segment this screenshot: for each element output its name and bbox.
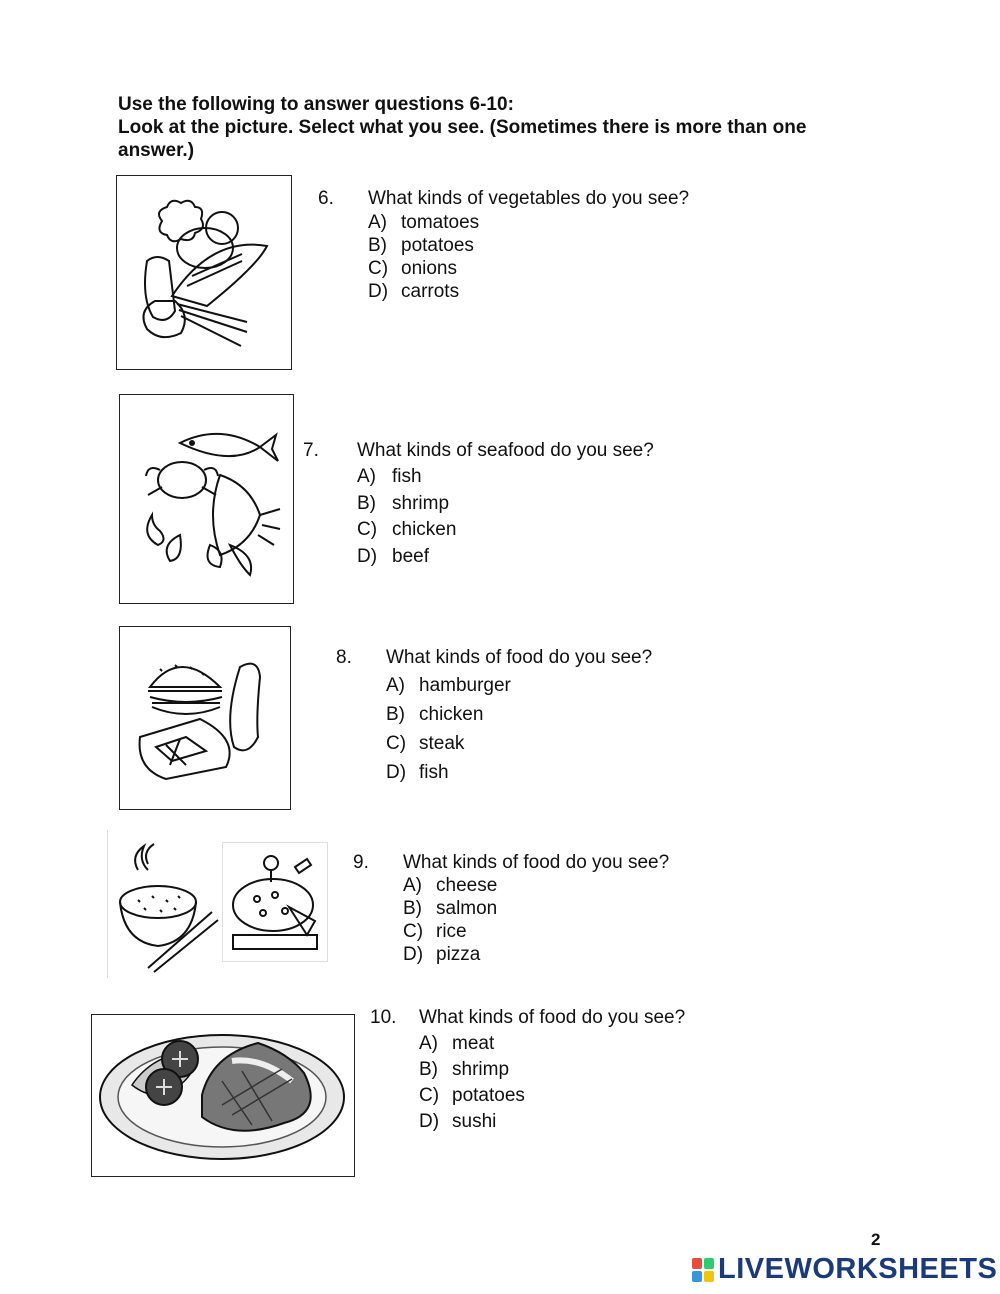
option-text: tomatoes <box>401 212 480 233</box>
option-text: potatoes <box>401 235 474 256</box>
option-letter: A) <box>386 675 405 696</box>
option-letter: D) <box>357 546 378 567</box>
question-text: What kinds of food do you see? <box>386 647 653 668</box>
option-text: shrimp <box>392 493 450 514</box>
question-number: 10. <box>370 1007 397 1028</box>
meal-image <box>119 626 291 810</box>
pizza-image <box>222 842 328 962</box>
option-letter: C) <box>357 519 378 540</box>
option-text: shrimp <box>452 1059 510 1080</box>
liveworksheets-logo[interactable] <box>692 1253 997 1286</box>
option-letter: A) <box>403 875 422 896</box>
instructions-line-2: Look at the picture. Select what you see. (Sometimes there is more than one answer.) <box>118 117 807 161</box>
instructions-line-1: Use the following to answer questions 6-10: <box>118 94 514 115</box>
option-letter: D) <box>419 1111 440 1132</box>
option-text: onions <box>401 258 457 279</box>
question-text: What kinds of seafood do you see? <box>357 440 654 461</box>
option-letter: C) <box>386 733 407 754</box>
question-number: 7. <box>303 440 319 461</box>
rice-bowl-icon <box>108 830 223 978</box>
question-number: 8. <box>336 647 352 668</box>
brand-name: LIVEWORKSHEETS <box>718 1253 998 1285</box>
option-letter: B) <box>357 493 376 514</box>
option-text: hamburger <box>419 675 511 696</box>
option-letter: D) <box>386 762 407 783</box>
option-letter: B) <box>386 704 405 725</box>
vegetables-icon <box>117 176 291 369</box>
question-number: 6. <box>318 188 334 209</box>
option-letter: B) <box>419 1059 438 1080</box>
option-text: chicken <box>392 519 457 540</box>
seafood-icon <box>120 395 293 603</box>
question-text: What kinds of food do you see? <box>403 852 670 873</box>
option-letter: C) <box>368 258 389 279</box>
option-text: steak <box>419 733 465 754</box>
option-letter: B) <box>368 235 387 256</box>
question-text: What kinds of food do you see? <box>419 1007 686 1028</box>
option-letter: A) <box>419 1033 438 1054</box>
steak-plate-image <box>91 1014 355 1177</box>
option-text: potatoes <box>452 1085 525 1106</box>
option-text: pizza <box>436 944 481 965</box>
seafood-image <box>119 394 294 604</box>
burger-chicken-steak-icon <box>120 627 290 809</box>
option-text: salmon <box>436 898 498 919</box>
option-text: fish <box>392 466 422 487</box>
option-text: chicken <box>419 704 484 725</box>
question-text: What kinds of vegetables do you see? <box>368 188 690 209</box>
steak-plate-icon <box>92 1015 354 1176</box>
vegetables-image <box>116 175 292 370</box>
option-letter: B) <box>403 898 422 919</box>
page-number: 2 <box>871 1230 881 1249</box>
option-text: carrots <box>401 281 460 302</box>
pizza-icon <box>223 843 327 961</box>
instructions <box>118 93 878 162</box>
option-text: beef <box>392 546 429 567</box>
option-text: cheese <box>436 875 498 896</box>
option-letter: D) <box>368 281 389 302</box>
rice-bowl-image <box>107 830 223 978</box>
option-letter: A) <box>368 212 387 233</box>
option-text: rice <box>436 921 467 942</box>
option-letter: A) <box>357 466 376 487</box>
option-text: sushi <box>452 1111 497 1132</box>
option-text: meat <box>452 1033 495 1054</box>
option-text: fish <box>419 762 449 783</box>
question-number: 9. <box>353 852 369 873</box>
brand-logo-icon <box>692 1258 714 1282</box>
option-letter: C) <box>419 1085 440 1106</box>
option-letter: C) <box>403 921 424 942</box>
option-letter: D) <box>403 944 424 965</box>
